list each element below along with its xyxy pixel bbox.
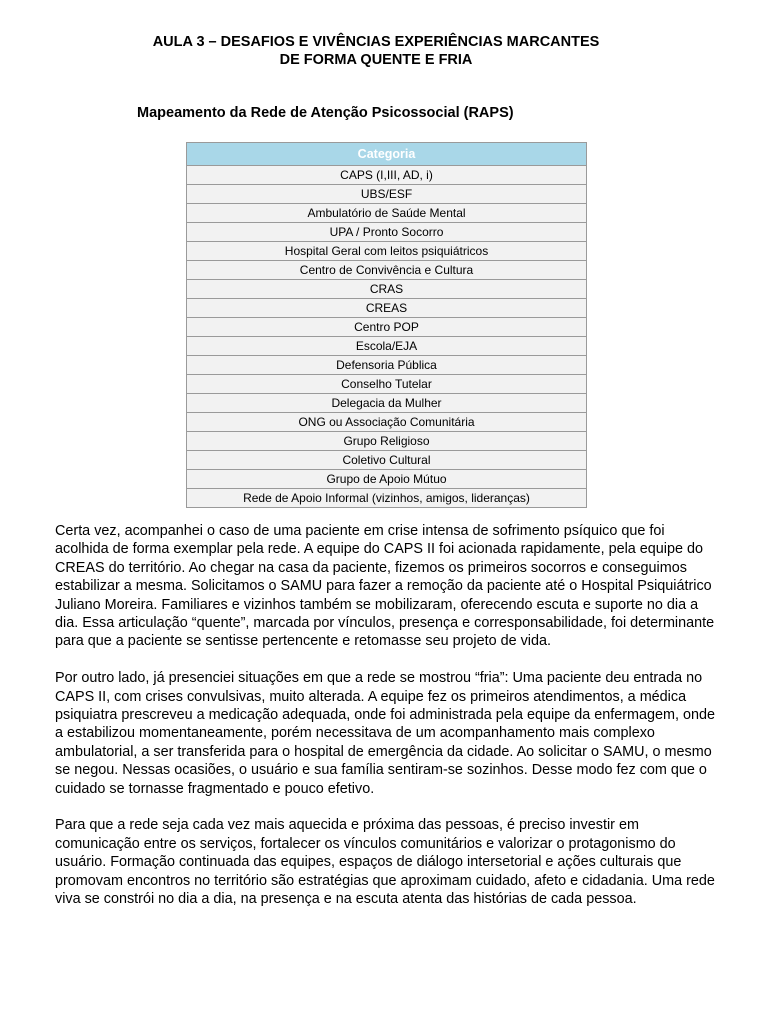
table-row xyxy=(187,185,587,204)
table-cell: CRAS xyxy=(187,280,587,299)
table-cell: Coletivo Cultural xyxy=(187,451,587,470)
title-line-2: DE FORMA QUENTE E FRIA xyxy=(279,52,473,68)
table-row xyxy=(187,470,587,489)
table-row xyxy=(187,242,587,261)
table-row xyxy=(187,489,587,508)
section-subtitle: Mapeamento da Rede de Atenção Psicossocial (RAPS) xyxy=(137,105,514,121)
table-cell: Centro de Convivência e Cultura xyxy=(187,261,587,280)
body-text xyxy=(55,522,715,927)
table-cell: Delegacia da Mulher xyxy=(187,394,587,413)
table-header-row xyxy=(187,143,587,166)
table-cell: Hospital Geral com leitos psiquiátricos xyxy=(187,242,587,261)
table-cell: Centro POP xyxy=(187,318,587,337)
table-row xyxy=(187,337,587,356)
table-row xyxy=(187,318,587,337)
table-cell: Defensoria Pública xyxy=(187,356,587,375)
table-cell: Grupo Religioso xyxy=(187,432,587,451)
table-row xyxy=(187,223,587,242)
table-row xyxy=(187,432,587,451)
table-cell: Ambulatório de Saúde Mental xyxy=(187,204,587,223)
table-cell: Conselho Tutelar xyxy=(187,375,587,394)
paragraph-cold-experience: Por outro lado, já presenciei situações em que a rede se mostrou “fria”: Uma paciente deu entrada no CAPS II, com crises convulsivas, muito alterada. A equipe fez os primeiros atendimentos, a médica psiquiatra prescreveu a medicação adequada, onde foi administrada pela equipe da enfermagem, onde a estabilizou momentaneamente, porém necessitava de um acompanhamento mais complexo ambulatorial, a ser transferida para o hospital de emergência da cidade. Ao solicitar o SAMU, o mesmo se negou. Nessas ocasiões, o usuário e sua família sentiram-se sozinhos. Desse modo fez com que o cuidado se tornasse fragmentado e pouco efetivo. xyxy=(55,670,716,797)
table-row xyxy=(187,166,587,185)
table-row xyxy=(187,299,587,318)
table-row xyxy=(187,394,587,413)
document-title xyxy=(0,33,752,69)
table-cell: Escola/EJA xyxy=(187,337,587,356)
paragraph-conclusion: Para que a rede seja cada vez mais aquecida e próxima das pessoas, é preciso investir em comunicação entre os serviços, fortalecer os vínculos comunitários e valorizar o protagonismo do usuário. Formação continuada das equipes, espaços de diálogo intersetorial e ações culturais que promovam encontros no território são estratégias que aproximam cuidado, afeto e cidadania. Uma rede viva se constrói no dia a dia, na presença e na escuta atenta das histórias de cada pessoa. xyxy=(55,817,715,908)
table-row xyxy=(187,356,587,375)
table-header-category: Categoria xyxy=(187,143,587,166)
raps-category-table xyxy=(186,142,587,508)
table-row xyxy=(187,204,587,223)
table-cell: Grupo de Apoio Mútuo xyxy=(187,470,587,489)
table-row xyxy=(187,375,587,394)
table-cell: CAPS (I,III, AD, i) xyxy=(187,166,587,185)
paragraph-hot-experience: Certa vez, acompanhei o caso de uma paciente em crise intensa de sofrimento psíquico que foi acolhida de forma exemplar pela rede. A equipe do CAPS II foi acionada rapidamente, pela equipe do CREAS do território. Ao chegar na casa da paciente, fizemos os primeiros socorros e conseguimos estabilizar a mesma. Solicitamos o SAMU para fazer a remoção da paciente até o Hospital Psiquiátrico Juliano Moreira. Familiares e vizinhos também se mobilizaram, oferecendo escuta e suporte no dia a dia. Essa articulação “quente”, marcada por vínculos, presença e corresponsabilidade, foi determinante para que a paciente se sentisse pertencente e retomasse seu projeto de vida. xyxy=(55,523,715,650)
table-row xyxy=(187,413,587,432)
table-row xyxy=(187,280,587,299)
table-cell: CREAS xyxy=(187,299,587,318)
title-line-1: AULA 3 – DESAFIOS E VIVÊNCIAS EXPERIÊNCIAS MARCANTES xyxy=(152,34,600,50)
table-row xyxy=(187,451,587,470)
table-cell: UPA / Pronto Socorro xyxy=(187,223,587,242)
table-cell: Rede de Apoio Informal (vizinhos, amigos, lideranças) xyxy=(187,489,587,508)
table-row xyxy=(187,261,587,280)
table-cell: ONG ou Associação Comunitária xyxy=(187,413,587,432)
table-cell: UBS/ESF xyxy=(187,185,587,204)
